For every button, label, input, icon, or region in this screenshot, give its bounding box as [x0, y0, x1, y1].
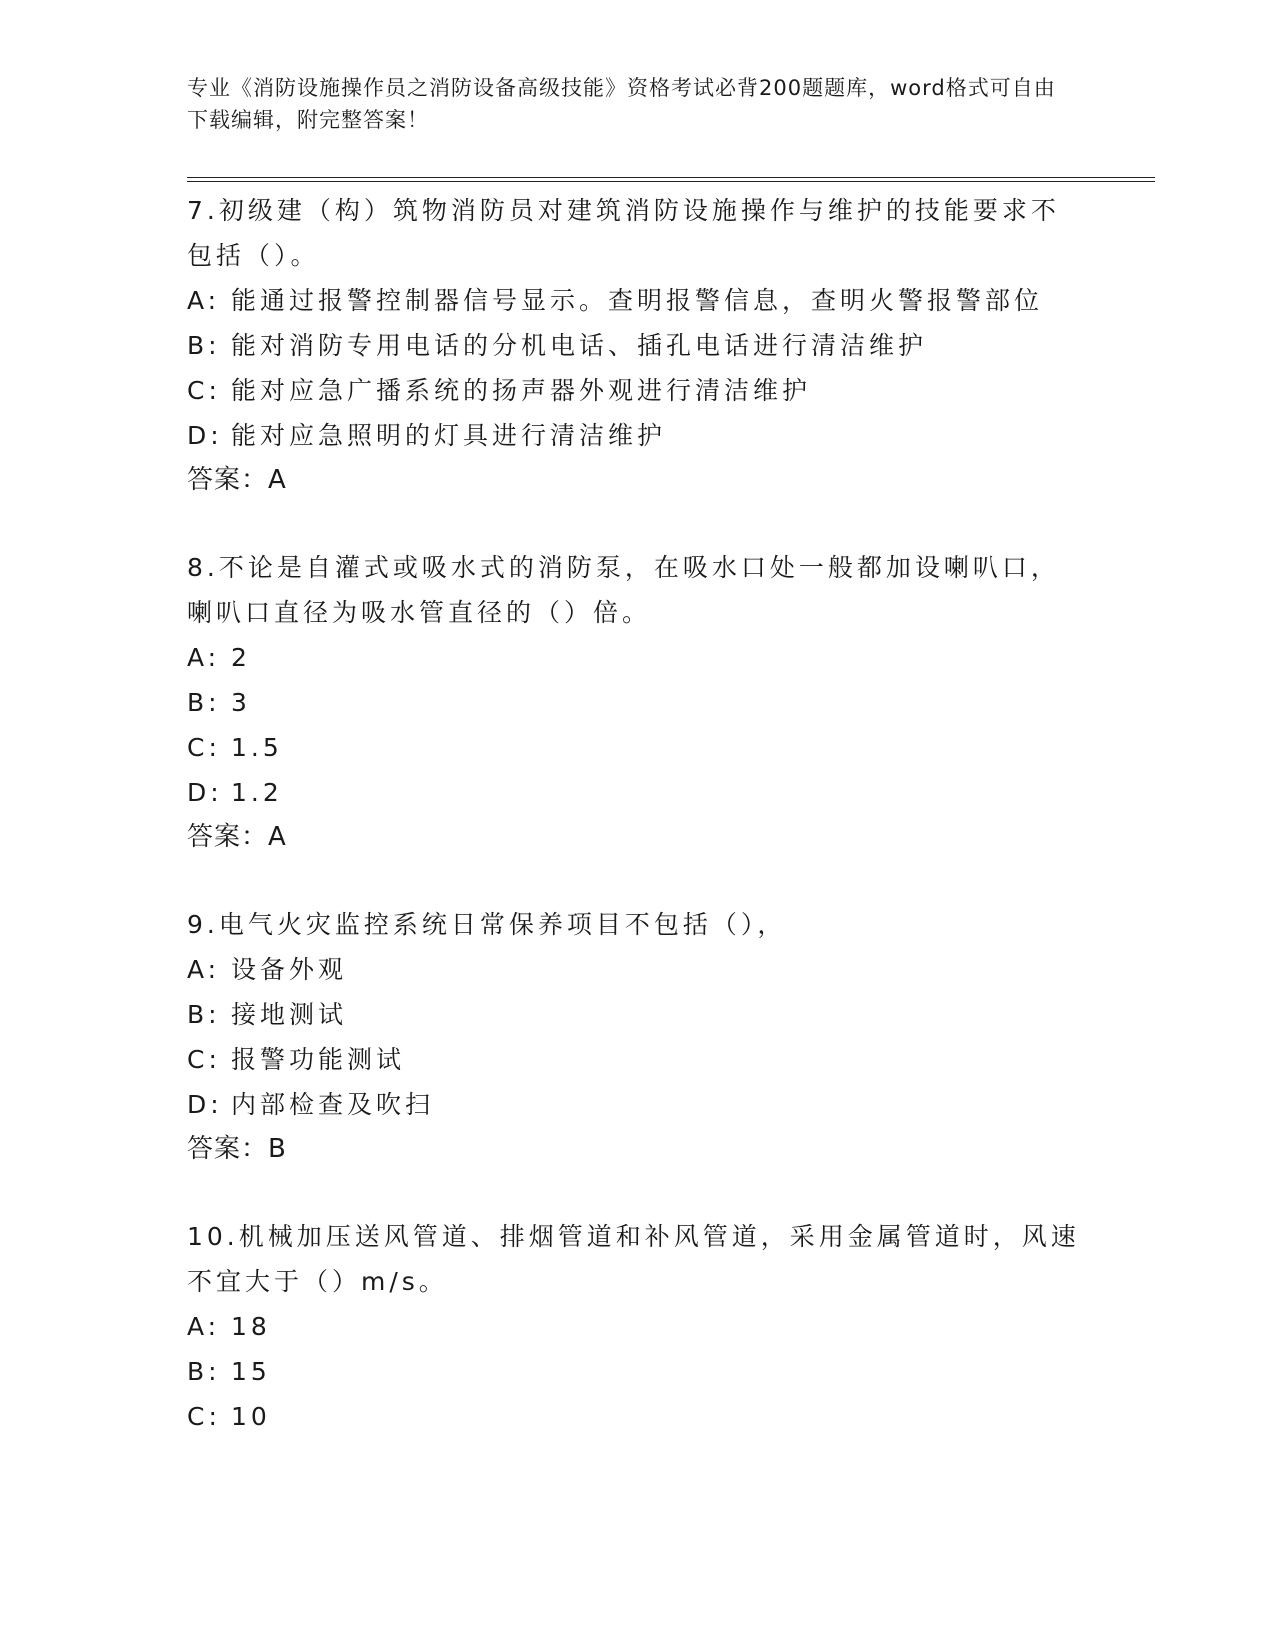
answer-line: 答案：A	[187, 822, 287, 852]
option-d	[187, 1082, 1087, 1127]
option-text: 报警功能测试	[231, 1045, 406, 1074]
option-text: 内部检查及吹扫	[231, 1090, 435, 1119]
option-text: 10	[231, 1402, 271, 1431]
option-key: A:	[187, 643, 221, 672]
option-key: B:	[187, 688, 221, 717]
option-key: A:	[187, 1312, 221, 1341]
question-stem: 10.机械加压送风管道、排烟管道和补风管道，采用金属管道时，风速不宜大于（）m/s。	[187, 1222, 1080, 1296]
answer-line: 答案：B	[187, 1134, 287, 1164]
option-key: C:	[187, 733, 221, 762]
option-c	[187, 1394, 1087, 1439]
option-key: A:	[187, 286, 221, 315]
question-9	[187, 902, 1087, 1172]
question-10	[187, 1214, 1087, 1439]
option-text: 能通过报警控制器信号显示。查明报警信息，查明火警报警部位	[231, 286, 1044, 315]
option-text: 3	[231, 688, 251, 717]
option-text: 接地测试	[231, 1000, 348, 1029]
question-stem: 7.初级建（构）筑物消防员对建筑消防设施操作与维护的技能要求不包括（）。	[187, 196, 1060, 270]
option-key: C:	[187, 376, 221, 405]
option-key: A:	[187, 955, 221, 984]
option-text: 设备外观	[231, 955, 348, 984]
option-a	[187, 278, 1087, 323]
header-divider-bottom	[187, 181, 1155, 182]
option-a	[187, 1304, 1087, 1349]
question-stem: 9.电气火灾监控系统日常保养项目不包括（），	[187, 910, 787, 939]
option-c	[187, 725, 1087, 770]
option-key: D:	[187, 1090, 223, 1119]
option-key: B:	[187, 1357, 221, 1386]
option-key: B:	[187, 331, 221, 360]
question-8	[187, 545, 1087, 860]
question-7	[187, 188, 1087, 503]
option-text: 15	[231, 1357, 271, 1386]
option-b	[187, 992, 1087, 1037]
option-b	[187, 680, 1087, 725]
option-d	[187, 770, 1087, 815]
question-stem: 8.不论是自灌式或吸水式的消防泵，在吸水口处一般都加设喇叭口，喇叭口直径为吸水管直径的（）倍。	[187, 553, 1060, 627]
option-key: C:	[187, 1402, 221, 1431]
option-key: B:	[187, 1000, 221, 1029]
option-a	[187, 947, 1087, 992]
question-list	[187, 188, 1087, 1481]
document-header: 专业《消防设施操作员之消防设备高级技能》资格考试必背200题题库，word格式可自由下载编辑，附完整答案！	[187, 76, 1056, 132]
option-c	[187, 368, 1087, 413]
option-a	[187, 635, 1087, 680]
option-c	[187, 1037, 1087, 1082]
answer-line: 答案：A	[187, 465, 287, 495]
option-b	[187, 323, 1087, 368]
option-text: 2	[231, 643, 251, 672]
option-b	[187, 1349, 1087, 1394]
option-key: D:	[187, 421, 223, 450]
option-key: C:	[187, 1045, 221, 1074]
option-text: 1.5	[231, 733, 283, 762]
option-text: 18	[231, 1312, 271, 1341]
option-text: 能对消防专用电话的分机电话、插孔电话进行清洁维护	[231, 331, 928, 360]
option-text: 1.2	[231, 778, 283, 807]
option-key: D:	[187, 778, 223, 807]
option-text: 能对应急广播系统的扬声器外观进行清洁维护	[231, 376, 812, 405]
option-text: 能对应急照明的灯具进行清洁维护	[231, 421, 667, 450]
header-divider-top	[187, 177, 1155, 178]
option-d	[187, 413, 1087, 458]
